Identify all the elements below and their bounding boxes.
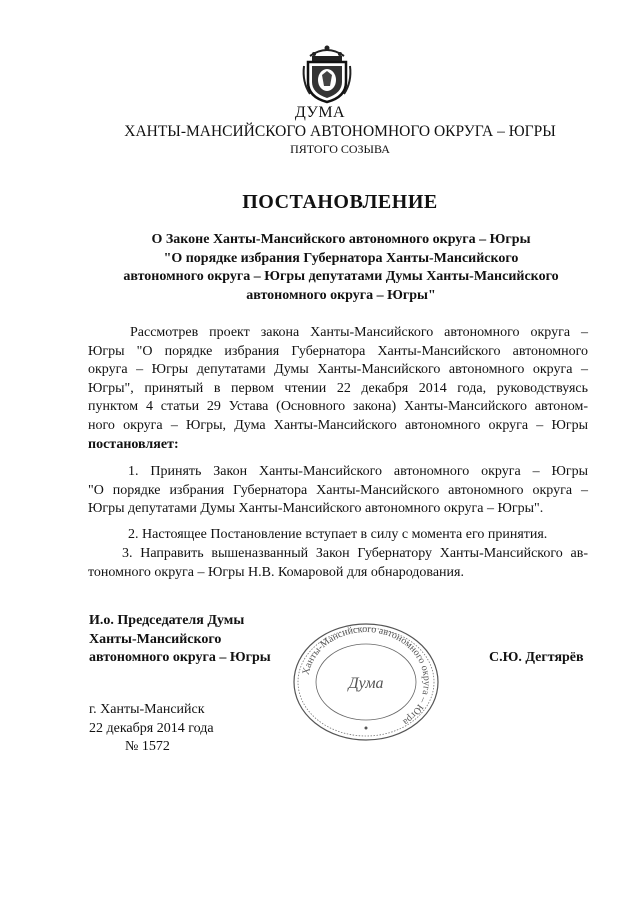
document-type: ПОСТАНОВЛЕНИЕ [242,191,438,213]
signer-title [89,612,271,668]
item-1 [88,463,588,519]
preamble-line: округа – Югры депутатами Думы Ханты-Мансийского автономного округа – [88,362,588,378]
item-3-line: 3. Направить вышеназванный Закон Губернатору Ханты-Мансийского ав- [122,546,588,561]
item-2 [128,526,588,545]
document-subject [98,231,584,305]
item-1-line: "О порядке избрания Губернатора Ханты-Мансийского автономного округа – [88,482,588,498]
preamble-paragraph [88,324,588,454]
official-stamp [286,620,446,744]
convocation: ПЯТОГО СОЗЫВА [290,142,390,156]
stamp-ring-text: Ханты-Мансийского автономного округа – Югра [300,623,433,728]
item-2-line: 2. Настоящее Постановление вступает в силу с момента его принятия. [128,527,548,542]
preamble-line: ного округа – Югры, Дума Ханты-Мансийского автономного округа – Югры [88,417,588,433]
item-1-line: 1. Принять Закон Ханты-Мансийского автономного округа – Югры [128,464,588,479]
preamble-line: Югры "О порядке избрания Губернатора Ханты-Мансийского автономного [88,343,588,359]
city: г. Ханты-Мансийск [89,702,205,717]
item-3-line: тономного округа – Югры Н.В. Комаровой для обнародования. [88,564,464,580]
subject-line: автономного округа – Югры депутатами Думы Ханты-Мансийского [123,269,559,284]
region-name: ХАНТЫ-МАНСИЙСКОГО АВТОНОМНОГО ОКРУГА – ЮГРЫ [124,123,556,140]
subject-line: О Законе Ханты-Мансийского автономного округа – Югры [151,232,531,247]
resolves-word: постановляет: [88,436,179,452]
preamble-line: Югры", принятый в первом чтении 22 декабря 2014 года, руководствуясь [88,380,588,396]
preamble-line: пунктом 4 статьи 29 Устава (Основного закона) Ханты-Мансийского автоном- [88,399,588,415]
signer-title-line: автономного округа – Югры [89,650,271,665]
document-number: № 1572 [125,739,170,754]
subject-line: "О порядке избрания Губернатора Ханты-Мансийского [163,250,519,266]
signer-title-line: Ханты-Мансийского [89,631,222,647]
item-3 [88,545,588,582]
item-1-line: Югры депутатами Думы Ханты-Мансийского автономного округа – Югры". [88,501,544,517]
document-footer [89,701,214,757]
subject-line: автономного округа – Югры" [246,287,436,303]
stamp-center-text: Дума [348,675,384,692]
org-name: ДУМА [294,104,346,121]
preamble-line: Рассмотрев проект закона Ханты-Мансийского автономного округа – [130,325,588,340]
signer-title-line: И.о. Председателя Думы [89,613,245,628]
date: 22 декабря 2014 года [89,720,214,736]
coat-of-arms-icon [300,42,354,104]
signer-name: С.Ю. Дегтярёв [489,650,584,665]
